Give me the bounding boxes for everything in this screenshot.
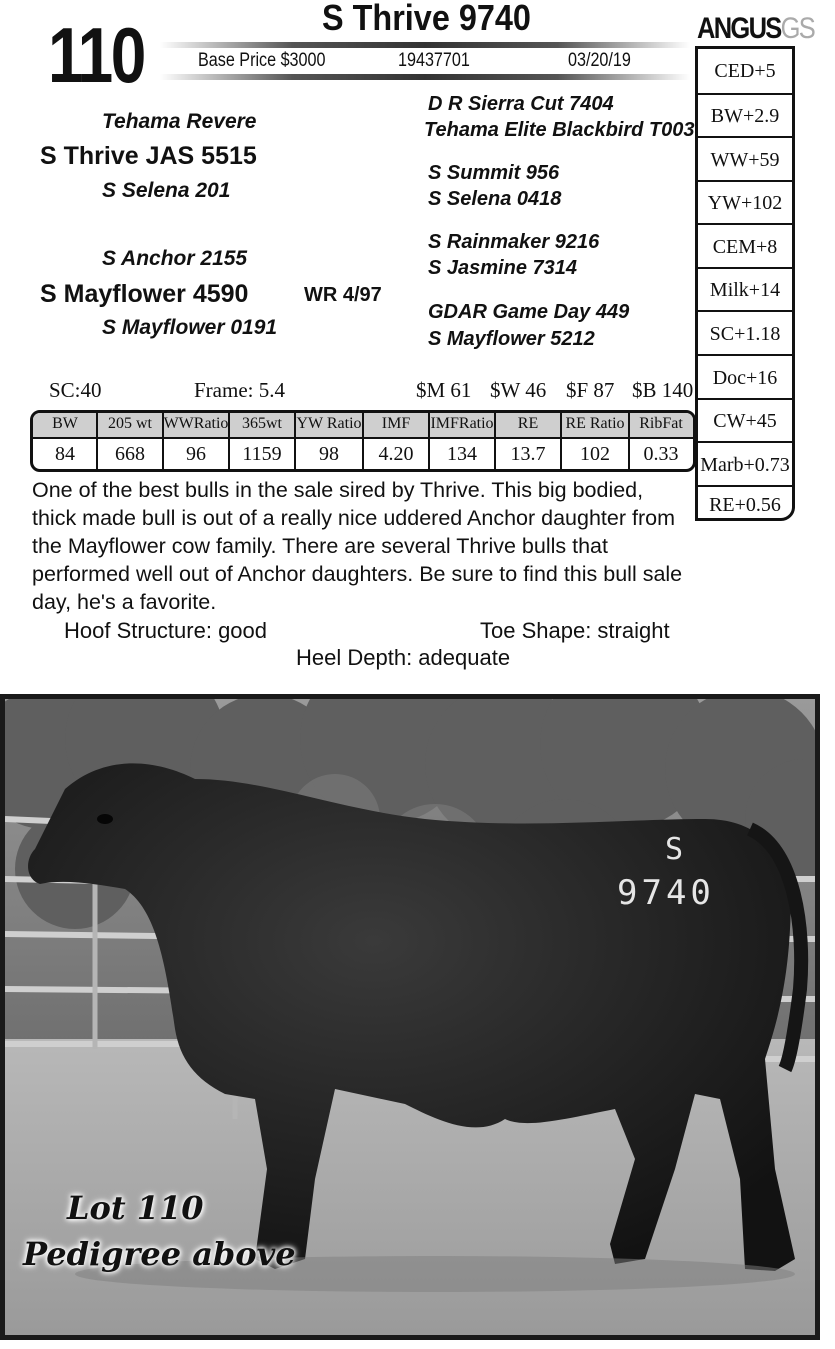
table-value-cell: 13.7 (510, 443, 546, 465)
table-column-divider (362, 413, 364, 469)
base-price: Base Price $3000 (198, 50, 326, 71)
table-value-cell: 0.33 (643, 443, 679, 465)
table-value-cell: 96 (186, 443, 206, 465)
table-value-cell: 98 (319, 443, 339, 465)
epd-value: CW+45 (698, 398, 792, 443)
table-header-cell: BW (52, 415, 78, 432)
pedigree-dd-dam: S Mayflower 5212 (428, 328, 595, 350)
header-divider-bottom (160, 74, 690, 80)
pedigree-sd-dam: S Selena 0418 (428, 188, 562, 210)
table-header-cell: 205 wt (108, 415, 152, 432)
photo-caption-lot: Lot 110 (67, 1189, 204, 1227)
pedigree-dam: S Mayflower 4590 (40, 280, 249, 308)
table-header-cell: RE (517, 415, 539, 432)
flank-marking-letter: S (665, 832, 684, 867)
pedigree-ss-sire: D R Sierra Cut 7404 (428, 93, 614, 115)
frame-score: Frame: 5.4 (194, 378, 285, 402)
epd-value: YW+102 (698, 180, 792, 225)
epd-value: WW+59 (698, 136, 792, 182)
table-header-cell: RibFat (639, 415, 683, 432)
epd-value: Doc+16 (698, 354, 792, 400)
pedigree-sd-sire: S Summit 956 (428, 162, 560, 184)
table-column-divider (96, 413, 98, 469)
epd-value: CED+5 (714, 60, 776, 82)
bull-description: One of the best bulls in the sale sired by Thrive. This big bodied, thick made bull is out of a really nice uddered Anchor daughter from the Mayflower cow family. There are several Thrive bulls that performed well out of Anchor daughters. Be sure to find this bull sale day, he's a favorite. (32, 478, 683, 614)
table-header-cell: IMF (381, 415, 411, 432)
lot-number: 110 (48, 11, 144, 99)
table-column-divider (228, 413, 230, 469)
epd-value: CEM+8 (698, 223, 792, 269)
epd-value: Marb+0.73 (698, 441, 792, 487)
pedigree-ds-dam: S Jasmine 7314 (428, 257, 577, 279)
epd-value: RE+0.56 (698, 485, 792, 523)
dollar-w-index: $W 46 (490, 378, 547, 402)
bull-name: S Thrive 9740 (322, 0, 531, 38)
hoof-structure: Hoof Structure: good (64, 618, 268, 643)
dollar-f-index: $F 87 (566, 378, 615, 402)
toe-shape: Toe Shape: straight (480, 618, 670, 643)
pedigree-sire-sire: Tehama Revere (102, 110, 257, 133)
pedigree-sire-dam: S Selena 201 (102, 179, 231, 202)
pedigree-ss-dam: Tehama Elite Blackbird T003 (424, 119, 695, 141)
pedigree-dam-sire: S Anchor 2155 (102, 247, 248, 270)
table-value-cell: 134 (447, 443, 477, 465)
table-column-divider (294, 413, 296, 469)
table-header-cell: WWRatio (163, 415, 229, 432)
epd-value: Milk+14 (698, 267, 792, 312)
table-header-cell: 365wt (242, 415, 282, 432)
angus-gs-logo: ANGUSGS (697, 12, 815, 45)
performance-table (30, 410, 696, 472)
dollar-b-index: $B 140 (632, 378, 694, 402)
table-header-cell: YW Ratio (296, 415, 362, 432)
scrotal-circumference: SC:40 (49, 378, 102, 402)
table-column-divider (628, 413, 630, 469)
header-divider-top (160, 42, 690, 48)
heel-depth: Heel Depth: adequate (296, 645, 511, 670)
epd-column (695, 46, 795, 521)
pedigree-dam-dam: S Mayflower 0191 (102, 316, 278, 339)
photo-frame (0, 694, 820, 1340)
bull-photo (0, 694, 835, 1349)
table-value-cell: 84 (55, 443, 75, 465)
table-header-cell: IMFRatio (430, 415, 494, 432)
table-header-cell: RE Ratio (565, 415, 625, 432)
registration-number: 19437701 (398, 50, 470, 71)
flank-marking-number: 9740 (617, 873, 715, 913)
table-value-cell: 102 (580, 443, 610, 465)
table-value-cell: 668 (115, 443, 145, 465)
dollar-m-index: $M 61 (416, 378, 472, 402)
pedigree-sire: S Thrive JAS 5515 (40, 142, 257, 170)
table-value-cell: 4.20 (378, 443, 414, 465)
epd-value: SC+1.18 (698, 310, 792, 356)
photo-caption-pedigree: Pedigree above (23, 1235, 296, 1273)
table-column-divider (162, 413, 164, 469)
pedigree-dd-sire: GDAR Game Day 449 (428, 301, 630, 323)
pedigree-dam-wr: WR 4/97 (304, 284, 382, 306)
epd-value: BW+2.9 (698, 93, 792, 138)
table-column-divider (560, 413, 562, 469)
table-column-divider (428, 413, 430, 469)
table-value-cell: 1159 (242, 443, 282, 465)
birth-date: 03/20/19 (568, 50, 631, 71)
table-column-divider (494, 413, 496, 469)
pedigree-ds-sire: S Rainmaker 9216 (428, 231, 600, 253)
